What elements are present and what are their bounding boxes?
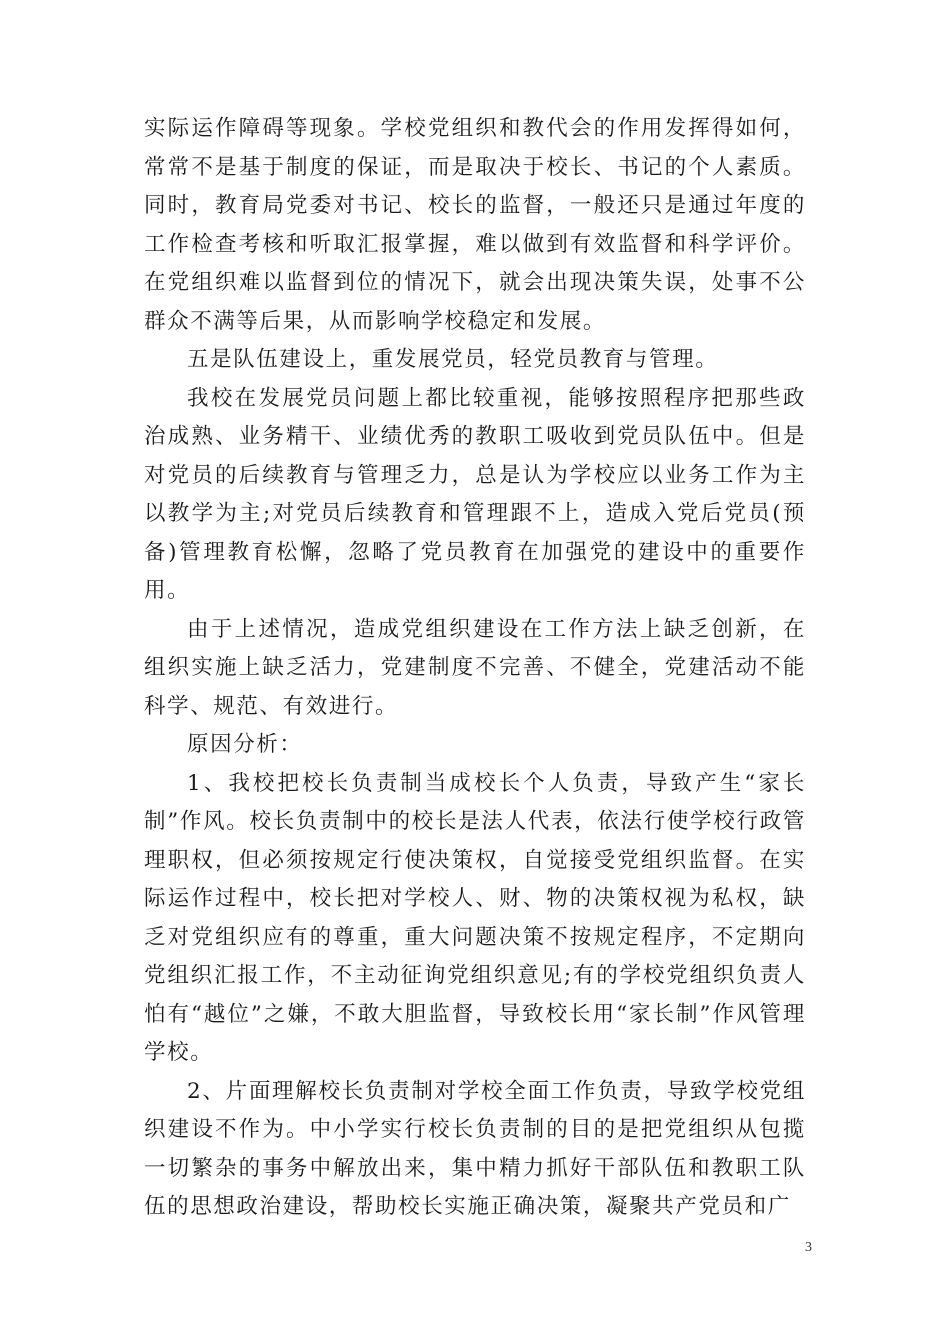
page-number: 3	[805, 1240, 812, 1255]
paragraph-3: 我校在发展党员问题上都比较重视，能够按照程序把那些政治成熟、业务精干、业绩优秀的教职工吸收到党员队伍中。但是对党员的后续教育与管理乏力，总是认为学校应以业务工作为主以教学为主;对党员后续教育和管理跟不上，造成入党后党员(预备)管理教育松懈，忽略了党员教育在加强党的建设中的重要作用。	[144, 385, 806, 603]
paragraph-4: 由于上述情况，造成党组织建设在工作方法上缺乏创新，在组织实施上缺乏活力，党建制度不完善、不健全，党建活动不能科学、规范、有效进行。	[144, 616, 806, 719]
paragraph-6: 1、我校把校长负责制当成校长个人负责，导致产生“家长制”作风。校长负责制中的校长是法人代表，依法行使学校行政管理职权，但必须按规定行使决策权，自觉接受党组织监督。在实际运作过程中，校长把对学校人、财、物的决策权视为私权，缺乏对党组织应有的尊重，重大问题决策不按规定程序，不定期向党组织汇报工作，不主动征询党组织意见;有的学校党组织负责人怕有“越位”之嫌，不敢大胆监督，导致校长用“家长制”作风管理学校。	[144, 770, 806, 1065]
paragraph-1: 实际运作障碍等现象。学校党组织和教代会的作用发挥得如何，常常不是基于制度的保证，而是取决于校长、书记的个人素质。同时，教育局党委对书记、校长的监督，一般还只是通过年度的工作检查考核和听取汇报掌握，难以做到有效监督和科学评价。在党组织难以监督到位的情况下，就会出现决策失误，处事不公群众不满等后果，从而影响学校稳定和发展。	[144, 116, 806, 334]
paragraph-5-heading: 原因分析：	[187, 732, 303, 757]
paragraph-2: 五是队伍建设上，重发展党员，轻党员教育与管理。	[187, 347, 719, 372]
paragraph-7: 2、片面理解校长负责制对学校全面工作负责，导致学校党组织建设不作为。中小学实行校长负责制的目的是把党组织从包揽一切繁杂的事务中解放出来，集中精力抓好干部队伍和教职工队伍的思想政治建设，帮助校长实施正确决策，凝聚共产党员和广	[144, 1078, 806, 1219]
document-body	[144, 110, 806, 1227]
